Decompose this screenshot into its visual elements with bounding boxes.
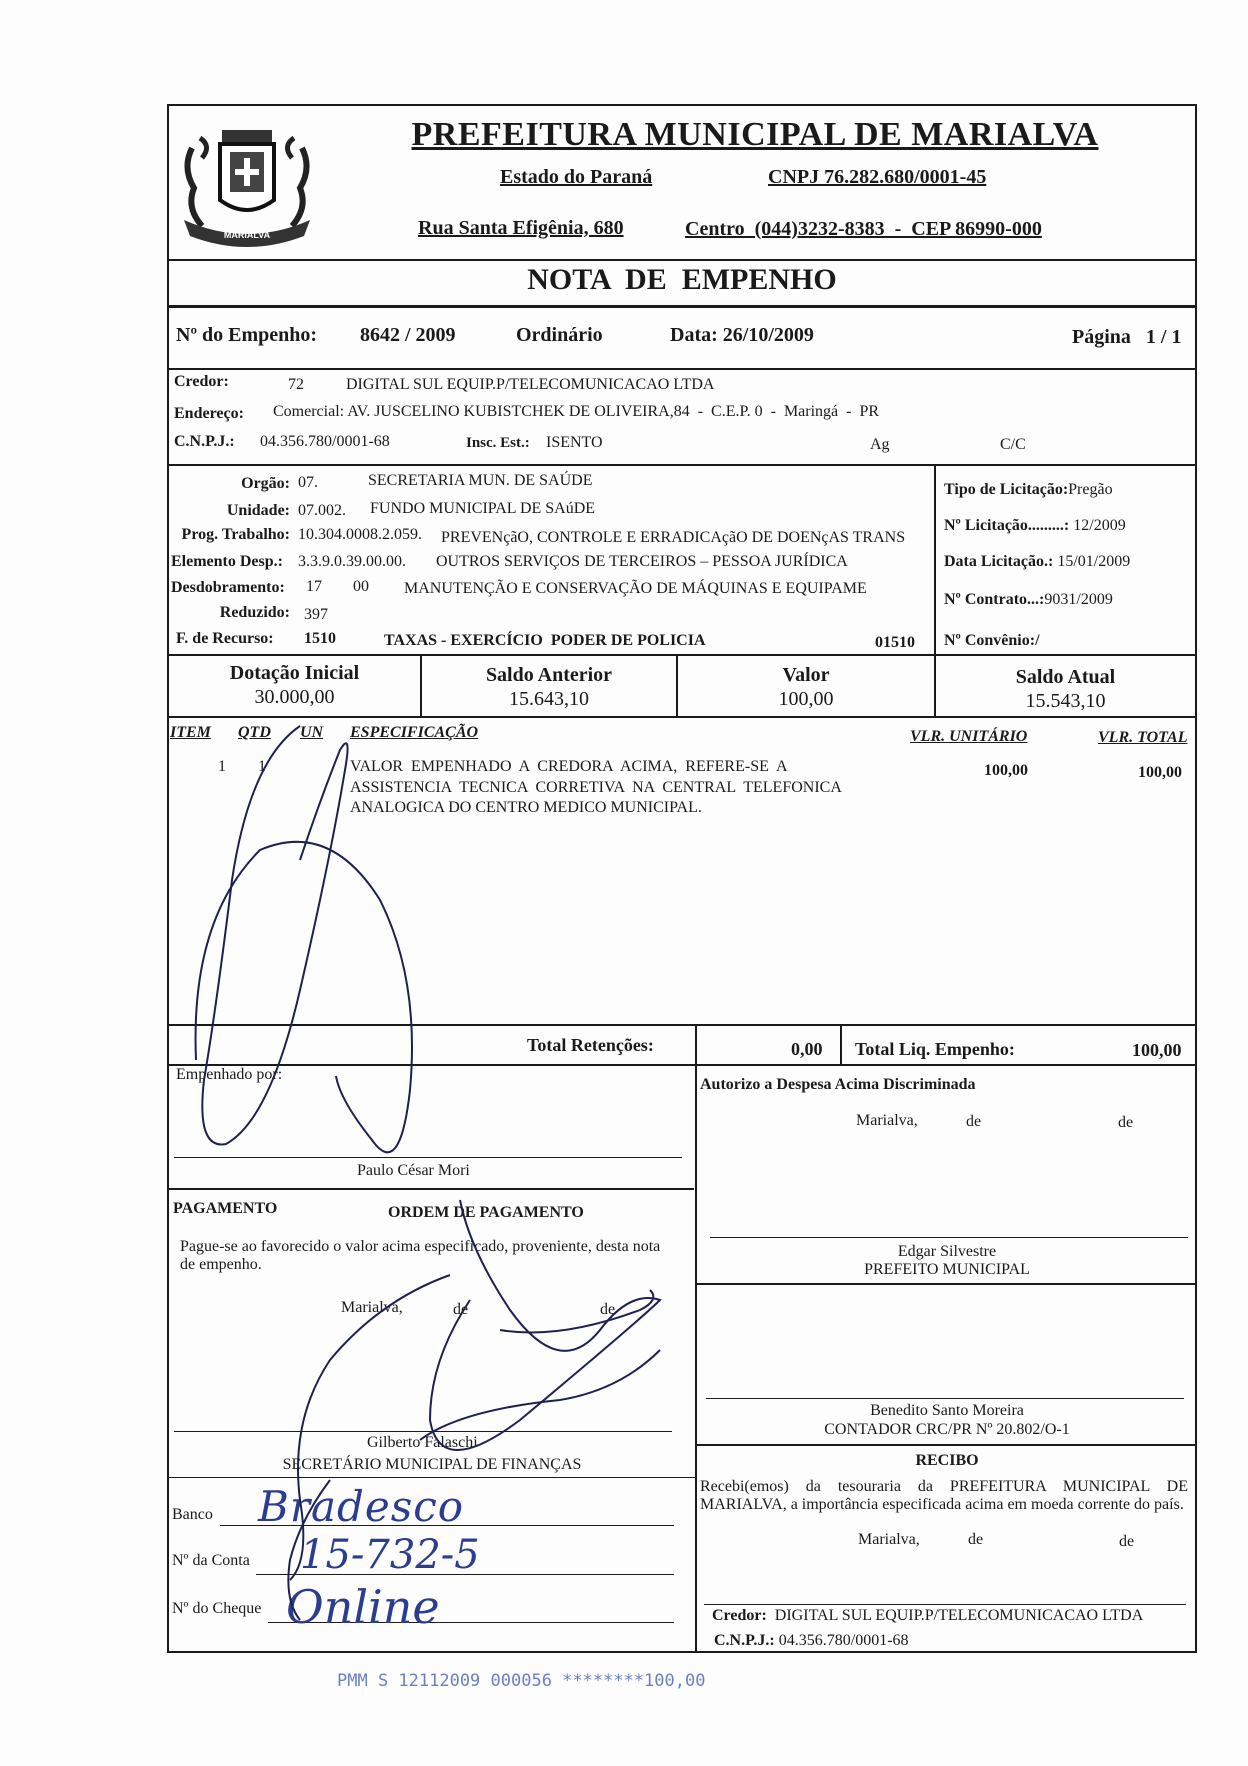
- state-name: Estado do Paraná: [500, 166, 653, 188]
- recibo-cnpj: [714, 1632, 909, 1650]
- credor-label: Credor:: [174, 373, 229, 390]
- elemento-name: OUTROS SERVIÇOS DE TERCEIROS – PESSOA JURÍDICA: [436, 553, 848, 570]
- col-un: UN: [300, 724, 324, 741]
- pagamento-de2: de: [600, 1301, 616, 1318]
- row-spec-line3: ANALOGICA DO CENTRO MEDICO MUNICIPAL.: [350, 799, 702, 816]
- recibo-de2: de: [1119, 1533, 1135, 1550]
- autorizo-label: Autorizo a Despesa Acima Discriminada: [700, 1076, 976, 1093]
- liq-label: Total Liq. Empenho:: [855, 1039, 1015, 1059]
- autorizo-city: Marialva,: [856, 1112, 918, 1129]
- unidade-code: 07.002.: [298, 502, 346, 519]
- page-number: Página 1 / 1: [1072, 326, 1182, 348]
- prog-name: PREVENçãO, CONTROLE E ERRADICAçãO DE DOENçAS TRANS: [441, 529, 906, 546]
- retencoes-label: Total Retenções:: [527, 1035, 654, 1055]
- row-total-value: 100,00: [1138, 764, 1182, 781]
- tipo-licitacao-label: Tipo de Licitação:: [944, 481, 1069, 498]
- insc-value: ISENTO: [546, 434, 603, 451]
- pagamento-label: PAGAMENTO: [173, 1200, 278, 1217]
- cnpj-label: C.N.P.J.:: [174, 433, 235, 450]
- data-licitacao: [944, 553, 1130, 571]
- liq-value: 100,00: [1132, 1040, 1182, 1060]
- num-licitacao-value: 12/2009: [1073, 517, 1126, 534]
- elemento-label: Elemento Desp.:: [171, 553, 283, 570]
- empenhado-name: Paulo César Mori: [357, 1162, 470, 1179]
- recibo-city: Marialva,: [858, 1531, 920, 1548]
- recibo-cnpj-label: C.N.P.J.:: [714, 1632, 775, 1649]
- banco-handwritten: Bradesco: [258, 1482, 465, 1531]
- saldo-atual-label: Saldo Atual: [1015, 666, 1116, 688]
- autorizo-de1: de: [966, 1113, 982, 1130]
- data-licitacao-value: 15/01/2009: [1057, 553, 1131, 570]
- row-qtd: 1: [258, 758, 266, 775]
- header-address: Centro (044)3232-8383 - CEP 86990-000: [685, 218, 1042, 240]
- saldo-anterior-value: 15.643,10: [509, 688, 589, 710]
- banco-label: Banco: [172, 1506, 213, 1523]
- desdobramento-sub: 00: [353, 578, 369, 595]
- conta-handwritten: 15-732-5: [300, 1532, 480, 1578]
- orgao-code: 07.: [298, 474, 318, 491]
- col-spec: ESPECIFICAÇÃO: [350, 724, 479, 741]
- col-unit: VLR. UNITÁRIO: [910, 728, 1028, 745]
- ag-label: Ag: [870, 436, 890, 453]
- contrato-label: Nº Contrato...:: [944, 591, 1045, 608]
- recurso-label: F. de Recurso:: [176, 630, 274, 647]
- row-spec-line1: VALOR EMPENHADO A CREDORA ACIMA, REFERE-SE A: [350, 758, 788, 775]
- data-licitacao-label: Data Licitação.:: [944, 553, 1054, 570]
- empenho-type: Ordinário: [516, 324, 603, 346]
- empenho-number: 8642 / 2009: [360, 324, 456, 346]
- orgao-label: Orgão:: [241, 475, 290, 492]
- autorizo-de2: de: [1118, 1114, 1134, 1131]
- recibo-credor: [712, 1607, 1143, 1625]
- endereco-label: Endereço:: [174, 405, 244, 422]
- valor-value: 100,00: [778, 688, 834, 710]
- recurso-ref: 01510: [875, 634, 915, 651]
- elemento-code: 3.3.9.0.39.00.00.: [298, 553, 406, 570]
- cc-label: C/C: [1000, 436, 1026, 453]
- recibo-text: Recebi(emos) da tesouraria da PREFEITURA MUNICIPAL DE MARIALVA, a importância especificada acima em moeda corrente do país.: [700, 1478, 1188, 1513]
- contrato: [944, 591, 1113, 609]
- payment-stamp: PMM S 12112009 000056 ********100,00: [337, 1671, 706, 1691]
- header-street: Rua Santa Efigênia, 680: [418, 217, 624, 239]
- secretario-title: SECRETÁRIO MUNICIPAL DE FINANÇAS: [282, 1456, 582, 1473]
- saldo-anterior-label: Saldo Anterior: [485, 664, 613, 686]
- document-title: NOTA DE EMPENHO: [527, 263, 837, 296]
- svg-text:MARIALVA: MARIALVA: [223, 230, 271, 240]
- unidade-name: FUNDO MUNICIPAL DE SAúDE: [370, 500, 596, 517]
- pagamento-city: Marialva,: [341, 1299, 403, 1316]
- recibo-cnpj-value: 04.356.780/0001-68: [778, 1632, 909, 1649]
- empenhado-label: Empenhado por:: [176, 1066, 283, 1083]
- recibo-title: RECIBO: [915, 1452, 979, 1469]
- recurso-name: TAXAS - EXERCÍCIO PODER DE POLICIA: [384, 632, 706, 649]
- insc-label: Insc. Est.:: [466, 435, 530, 451]
- row-unit-value: 100,00: [984, 762, 1028, 779]
- dotacao-value: 30.000,00: [254, 686, 335, 708]
- recibo-credor-label: Credor:: [712, 1607, 767, 1624]
- tipo-licitacao: [944, 481, 1113, 499]
- col-qtd: QTD: [238, 724, 271, 741]
- contador-title: CONTADOR CRC/PR Nº 20.802/O-1: [824, 1421, 1070, 1438]
- prog-code: 10.304.0008.2.059.: [298, 526, 422, 543]
- cheque-label: Nº do Cheque: [172, 1600, 262, 1617]
- secretario-name: Gilberto Falaschi: [367, 1434, 478, 1451]
- cnpj-value: 04.356.780/0001-68: [260, 433, 390, 450]
- row-item: 1: [218, 758, 226, 775]
- tipo-licitacao-value: Pregão: [1068, 481, 1113, 498]
- desdobramento-label: Desdobramento:: [171, 579, 285, 596]
- prog-label: Prog. Trabalho:: [181, 526, 290, 543]
- unidade-label: Unidade:: [226, 502, 290, 519]
- recibo-credor-value: DIGITAL SUL EQUIP.P/TELECOMUNICACAO LTDA: [774, 1607, 1144, 1624]
- prefeito-name: Edgar Silvestre: [897, 1243, 997, 1260]
- pagamento-de1: de: [453, 1301, 469, 1318]
- saldo-atual-value: 15.543,10: [1025, 690, 1106, 712]
- dotacao-label: Dotação Inicial: [229, 662, 360, 684]
- pagamento-text: Pague-se ao favorecido o valor acima especificado, proveniente, desta nota de empenho.: [180, 1238, 661, 1273]
- empenho-date: Data: 26/10/2009: [670, 324, 814, 346]
- contrato-value: 9031/2009: [1044, 591, 1113, 608]
- conta-label: Nº da Conta: [172, 1552, 250, 1569]
- num-licitacao: [944, 517, 1126, 535]
- col-total: VLR. TOTAL: [1098, 729, 1188, 746]
- retencoes-value: 0,00: [791, 1039, 823, 1059]
- empenho-label: Nº do Empenho:: [176, 324, 318, 346]
- reduzido-value: 397: [304, 606, 328, 623]
- desdobramento-name: MANUTENÇÃO E CONSERVAÇÃO DE MÁQUINAS E EQUIPAME: [404, 580, 867, 597]
- ordem-title: ORDEM DE PAGAMENTO: [388, 1204, 584, 1221]
- recurso-code: 1510: [304, 630, 336, 647]
- convenio-label: Nº Convênio:/: [944, 632, 1040, 649]
- crest-logo: [172, 108, 322, 256]
- credor-name: DIGITAL SUL EQUIP.P/TELECOMUNICACAO LTDA: [346, 376, 715, 393]
- reduzido-label: Reduzido:: [219, 604, 290, 621]
- orgao-name: SECRETARIA MUN. DE SAÚDE: [368, 472, 593, 489]
- valor-label: Valor: [782, 664, 830, 686]
- cheque-handwritten: Online: [286, 1580, 440, 1634]
- desdobramento-code: 17: [306, 578, 322, 595]
- endereco-value: Comercial: AV. JUSCELINO KUBISTCHEK DE OLIVEIRA,84 - C.E.P. 0 - Maringá - PR: [273, 403, 880, 420]
- prefeito-title: PREFEITO MUNICIPAL: [864, 1261, 1030, 1278]
- col-item: ITEM: [170, 724, 211, 741]
- recibo-de1: de: [968, 1531, 984, 1548]
- num-licitacao-label: Nº Licitação.........:: [944, 517, 1070, 534]
- contador-name: Benedito Santo Moreira: [870, 1402, 1024, 1419]
- row-spec-line2: ASSISTENCIA TECNICA CORRETIVA NA CENTRAL TELEFONICA: [350, 779, 842, 796]
- credor-code: 72: [288, 376, 304, 393]
- municipality-title: PREFEITURA MUNICIPAL DE MARIALVA: [411, 116, 1099, 153]
- header-cnpj: CNPJ 76.282.680/0001-45: [768, 166, 987, 188]
